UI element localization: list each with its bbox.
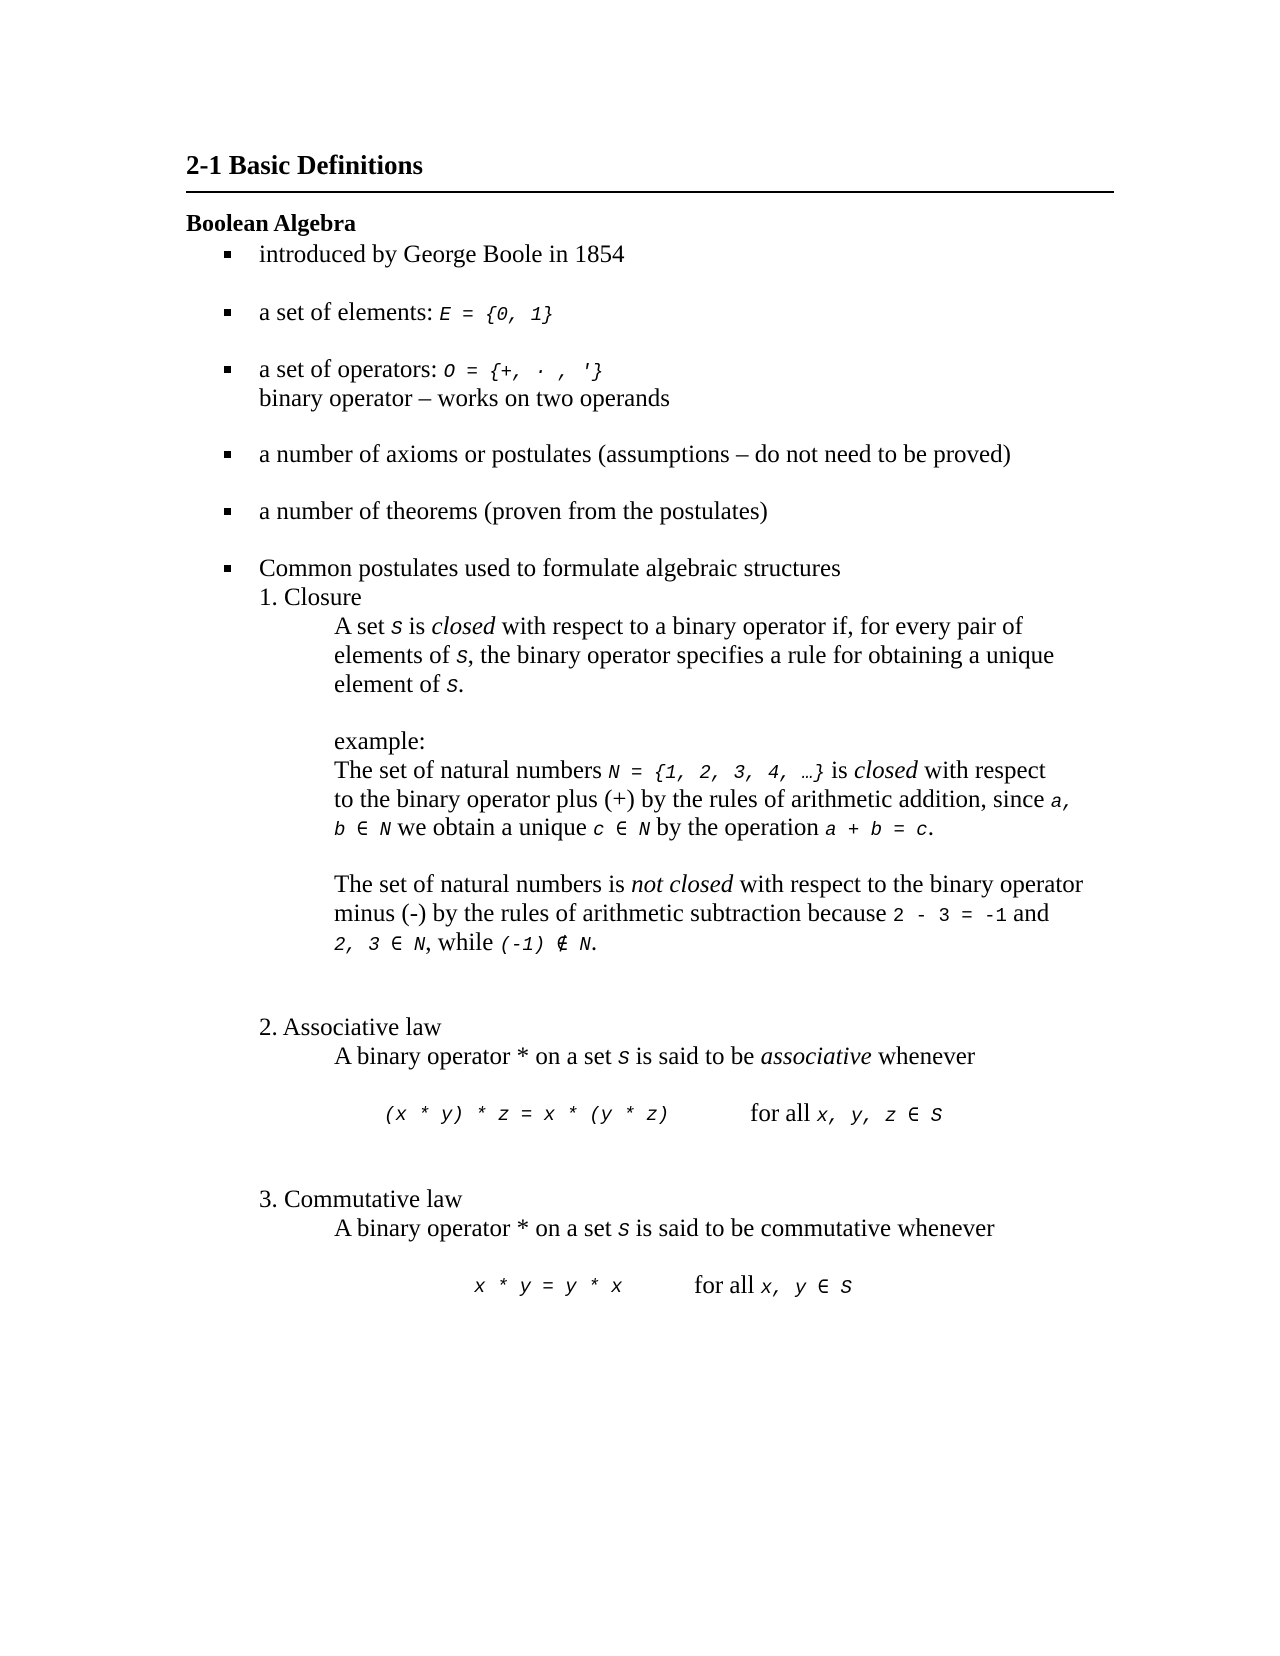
bullet-text: Common postulates used to formulate algebraic structures bbox=[259, 555, 841, 582]
math-expression: a, bbox=[1050, 791, 1074, 813]
math-symbol: S bbox=[456, 647, 468, 669]
math-symbol: S bbox=[446, 676, 458, 698]
bullet-marker bbox=[224, 508, 231, 515]
bullet-text bbox=[259, 298, 554, 330]
postulate-heading: 1. Closure bbox=[259, 584, 362, 611]
emphasis-term: not closed bbox=[631, 871, 734, 898]
text-run: . bbox=[927, 814, 934, 841]
bullet-marker bbox=[224, 451, 231, 458]
bullet-marker bbox=[224, 366, 231, 373]
bullet-text bbox=[259, 355, 603, 387]
text-run: A binary operator * on a set bbox=[334, 1215, 618, 1242]
text-run: , the binary operator specifies a rule for obtaining a unique bbox=[467, 642, 1055, 669]
title-divider bbox=[186, 191, 1114, 193]
associative-formula: (x * y) * z = x * (y * z) bbox=[384, 1104, 670, 1126]
postulate-heading: 2. Associative law bbox=[259, 1014, 442, 1041]
text-run: to the binary operator plus (+) by the rules of arithmetic addition, since bbox=[334, 786, 1051, 813]
math-expression: b ∈ N bbox=[334, 819, 392, 841]
text-run: we obtain a unique bbox=[391, 814, 594, 841]
bullet-label: a set of elements: bbox=[259, 299, 440, 326]
text-run: elements of bbox=[334, 642, 457, 669]
text-run: for all bbox=[750, 1100, 817, 1127]
text-run: with respect bbox=[917, 757, 1046, 784]
text-run: element of bbox=[334, 671, 447, 698]
text-run: The set of natural numbers bbox=[334, 757, 609, 784]
math-expression: a + b = c bbox=[825, 819, 928, 841]
closure-definition-line bbox=[334, 641, 1054, 673]
text-run: is said to be bbox=[629, 1043, 761, 1070]
example-line bbox=[334, 928, 597, 960]
math-expression: 2 - 3 = -1 bbox=[892, 905, 1007, 927]
math-symbol: S bbox=[617, 1048, 630, 1070]
math-expression: 2, 3 ∈ N bbox=[334, 934, 426, 956]
bullet-text: introduced by George Boole in 1854 bbox=[259, 241, 625, 268]
text-run: . bbox=[457, 671, 465, 698]
page-title: 2-1 Basic Definitions bbox=[186, 150, 424, 180]
section-heading: Boolean Algebra bbox=[186, 211, 357, 237]
postulate-heading: 3. Commutative law bbox=[259, 1186, 463, 1213]
example-line bbox=[334, 756, 1046, 788]
text-run: with respect to a binary operator if, for every pair of bbox=[495, 613, 1023, 640]
text-run: by the operation bbox=[650, 814, 826, 841]
example-line bbox=[334, 899, 1049, 931]
text-run: is bbox=[402, 613, 432, 640]
emphasis-term: closed bbox=[854, 757, 918, 784]
bullet-text: a number of axioms or postulates (assumptions – do not need to be proved) bbox=[259, 441, 1011, 468]
bullet-label: a set of operators: bbox=[259, 356, 444, 383]
emphasis-term: closed bbox=[431, 613, 496, 640]
math-expression: x, y, z ∈ S bbox=[816, 1105, 943, 1127]
math-expression: x, y ∈ S bbox=[760, 1277, 852, 1299]
text-run: with respect to the binary operator bbox=[733, 871, 1084, 898]
closure-definition-line bbox=[334, 612, 1023, 644]
math-symbol: S bbox=[390, 618, 403, 640]
math-symbol: S bbox=[617, 1220, 630, 1242]
emphasis-term: associative bbox=[760, 1043, 872, 1070]
text-run: minus (-) by the rules of arithmetic subtraction because bbox=[334, 900, 893, 927]
text-run: is said to be commutative whenever bbox=[629, 1215, 995, 1242]
text-run: is bbox=[824, 757, 855, 784]
text-run: The set of natural numbers is bbox=[334, 871, 632, 898]
bullet-marker bbox=[224, 251, 231, 258]
text-run: whenever bbox=[871, 1043, 976, 1070]
math-expression: c ∈ N bbox=[593, 819, 651, 841]
math-expression: (-1) ∉ N bbox=[499, 934, 591, 956]
text-run: , while bbox=[425, 929, 500, 956]
bullet-marker bbox=[224, 565, 231, 572]
commutative-quantifier bbox=[694, 1271, 852, 1303]
commutative-definition bbox=[334, 1214, 995, 1246]
closure-definition-line bbox=[334, 670, 464, 702]
bullet-text: a number of theorems (proven from the postulates) bbox=[259, 498, 768, 525]
math-expression: N = {1, 2, 3, 4, …} bbox=[608, 762, 825, 784]
text-run: . bbox=[590, 929, 598, 956]
text-run: and bbox=[1006, 900, 1050, 927]
text-run: A binary operator * on a set bbox=[334, 1043, 618, 1070]
example-line bbox=[334, 870, 1083, 899]
elements-set-expression: E = {0, 1} bbox=[439, 304, 554, 326]
associative-quantifier bbox=[750, 1099, 942, 1131]
example-line bbox=[334, 813, 934, 845]
text-run: A set bbox=[334, 613, 391, 640]
associative-definition bbox=[334, 1042, 975, 1074]
example-label: example: bbox=[334, 728, 426, 755]
bullet-text: binary operator – works on two operands bbox=[259, 385, 671, 412]
text-run: for all bbox=[694, 1272, 761, 1299]
bullet-marker bbox=[224, 309, 231, 316]
operators-set-expression: O = {+, · , '} bbox=[443, 361, 604, 383]
commutative-formula: x * y = y * x bbox=[474, 1276, 623, 1298]
